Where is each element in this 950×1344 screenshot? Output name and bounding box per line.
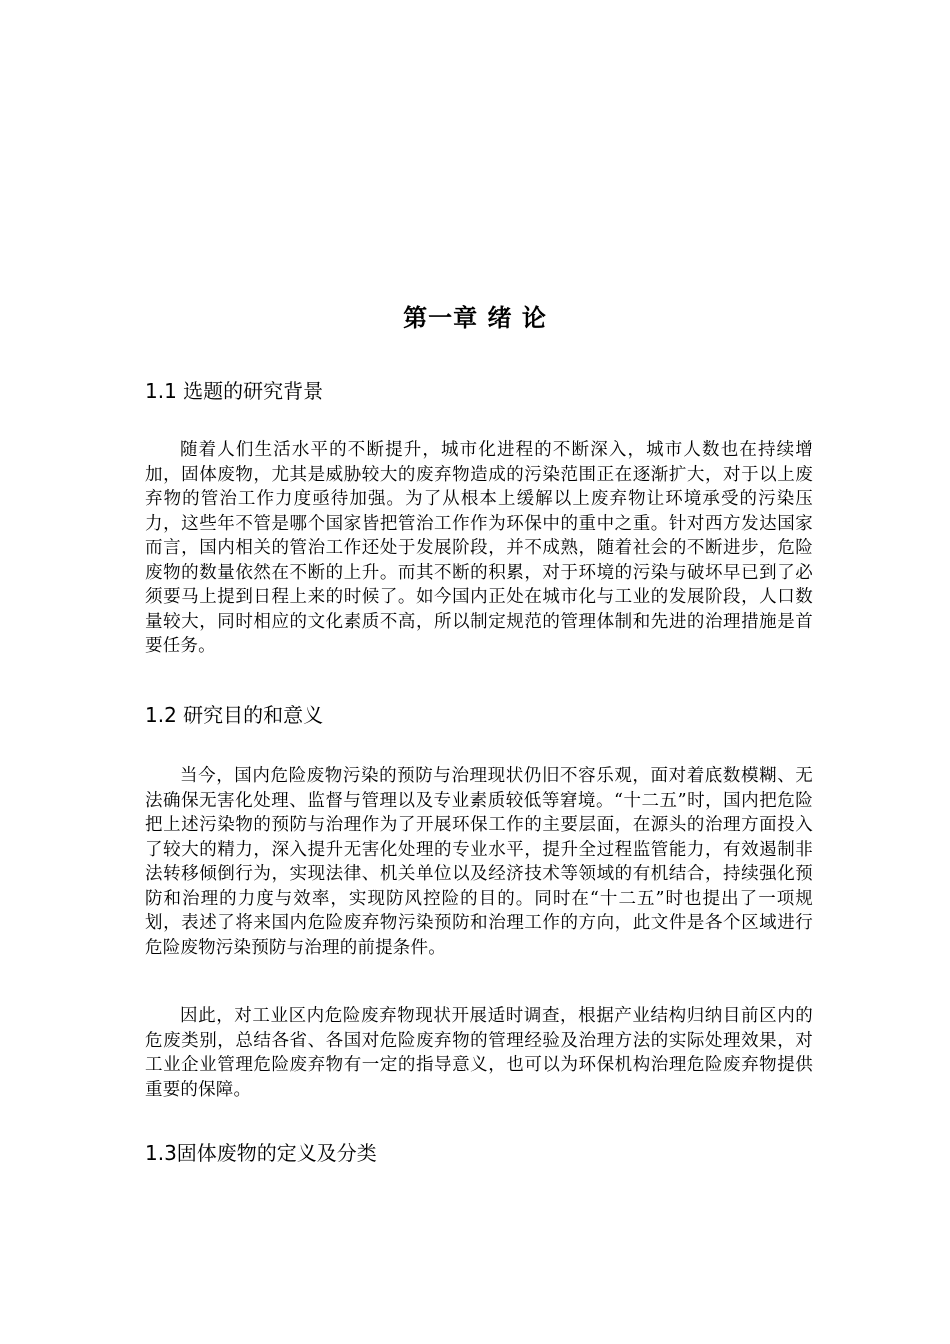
chapter-title: 第一章 绪 论 bbox=[403, 304, 547, 332]
section-heading-1-1: 1.1 选题的研究背景 bbox=[145, 379, 324, 403]
section-1-2-paragraph-2: 因此，对工业区内危险废弃物现状开展适时调查，根据产业结构归纳目前区内的危废类别，总结各省、各国对危险废弃物的管理经验及治理方法的实际处理效果，对工业企业管理危险废弃物有一定的指导意义，也可以为环保机构治理危险废弃物提供重要的保障。 bbox=[145, 1006, 813, 1100]
section-1-1-paragraph-1: 随着人们生活水平的不断提升，城市化进程的不断深入，城市人数也在持续增加，固体废物，尤其是威胁较大的废弃物造成的污染范围正在逐渐扩大，对于以上废弃物的管治工作力度亟待加强。为了从根本上缓解以上废弃物让环境承受的污染压力，这些年不管是哪个国家皆把管治工作作为环保中的重中之重。针对西方发达国家而言，国内相关的管治工作还处于发展阶段，并不成熟，随着社会的不断进步，危险废物的数量依然在不断的上升。而其不断的积累，对于环境的污染与破坏早已到了必须要马上提到日程上来的时候了。如今国内正处在城市化与工业的发展阶段，人口数量较大，同时相应的文化素质不高，所以制定规范的管理体制和先进的治理措施是首要任务。 bbox=[145, 440, 813, 656]
section-1-2-paragraph-1: 当今，国内危险废物污染的预防与治理现状仍旧不容乐观，面对着底数模糊、无法确保无害化处理、监督与管理以及专业素质较低等窘境。“十二五”时，国内把危险把上述污染物的预防与治理作为了开展环保工作的主要层面，在源头的治理方面投入了较大的精力，深入提升无害化处理的专业水平，提升全过程监管能力，有效遏制非法转移倾倒行为，实现法律、机关单位以及经济技术等领域的有机结合，持续强化预防和治理的力度与效率，实现防风控险的目的。同时在“十二五”时也提出了一项规划，表述了将来国内危险废弃物污染预防和治理工作的方向，此文件是各个区域进行危险废物污染预防与治理的前提条件。 bbox=[145, 766, 813, 958]
section-heading-1-2: 1.2 研究目的和意义 bbox=[145, 703, 324, 727]
section-heading-1-3: 1.3固体废物的定义及分类 bbox=[145, 1141, 377, 1165]
